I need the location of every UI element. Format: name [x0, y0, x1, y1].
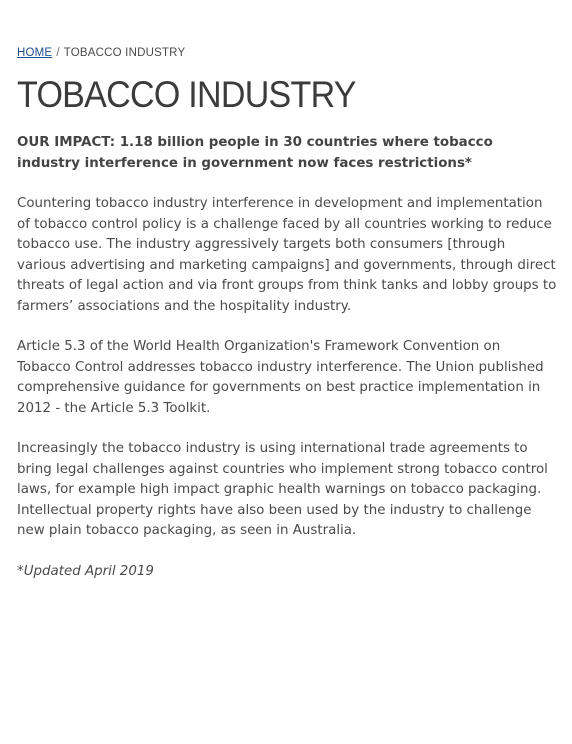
article-content	[17, 133, 557, 582]
breadcrumb	[17, 45, 185, 61]
updated-note: *Updated April 2019	[17, 563, 154, 579]
page-title: TOBACCO INDUSTRY	[17, 74, 356, 115]
breadcrumb-separator: /	[56, 47, 60, 59]
breadcrumb-home-link[interactable]: HOME	[17, 47, 53, 59]
paragraph-2: Article 5.3 of the World Health Organization's Framework Convention on Tobacco Control addresses tobacco industry interference. The Union published comprehensive guidance for governments on best practice implementation in 2012 - the Article 5.3 Toolkit.	[17, 339, 544, 416]
paragraph-1: Countering tobacco industry interference in development and implementation of tobacco control policy is a challenge faced by all countries working to reduce tobacco use. The industry aggressively targets both consumers [through various advertising and marketing campaigns] and governments, through direct threats of legal action and via front groups from think tanks and lobby groups to farmers’ associations and the hospitality industry.	[17, 196, 557, 314]
breadcrumb-current: TOBACCO INDUSTRY	[63, 47, 186, 59]
paragraph-3: Increasingly the tobacco industry is using international trade agreements to bring legal challenges against countries who implement strong tobacco control laws, for example high impact graphic health warnings on tobacco packaging. Intellectual property rights have also been used by the industry to challenge new plain tobacco packaging, as seen in Australia.	[17, 441, 548, 538]
impact-statement: OUR IMPACT: 1.18 billion people in 30 countries where tobacco industry interference in government now faces restrictions*	[17, 135, 493, 171]
